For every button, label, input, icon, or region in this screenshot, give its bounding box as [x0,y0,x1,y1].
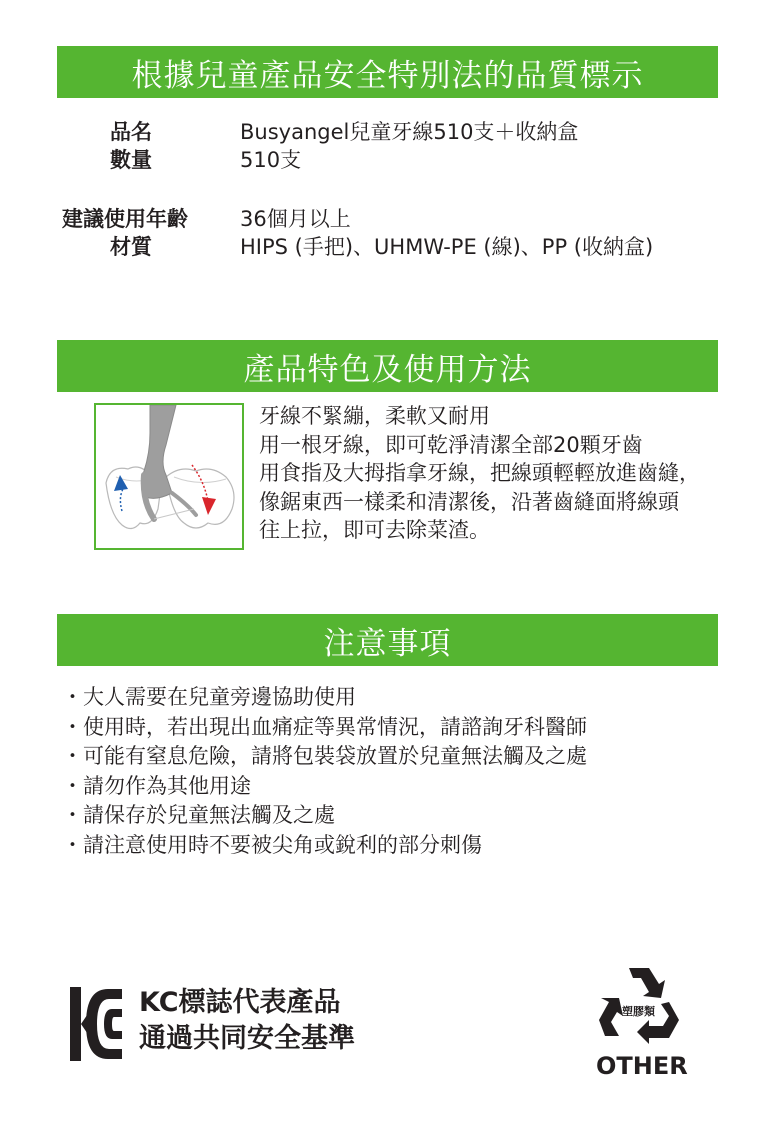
quantity-value: 510支 [240,148,302,172]
kc-description [139,985,355,1057]
plastic-category-label: 塑膠類 [622,1005,655,1018]
product-name-quantity-block [0,118,720,178]
caution-item: ・使用時，若出現出血痛症等異常情況，請諮詢牙科醫師 [62,714,587,739]
product-name-value: Busyangel兒童牙線510支＋收納盒 [240,120,579,144]
caution-item: ・大人需要在兒童旁邊協助使用 [62,685,356,709]
quality-section-title [57,46,718,98]
material-label: 材質 [110,235,152,259]
cautions-list [62,683,587,860]
recommended-age-label: 建議使用年齡 [62,207,188,231]
age-material-block [0,205,720,265]
cautions-title-text: 注意事項 [323,625,452,662]
features-section-title [57,340,718,392]
material-value: HIPS (手把)、UHMW-PE (線)、PP (收納盒) [240,235,654,259]
feature-line: 用一根牙線，即可乾淨清潔全部20顆牙齒 [259,432,643,457]
product-name-label: 品名 [110,120,152,144]
feature-line: 往上拉，即可去除菜渣。 [259,518,490,542]
features-title-text: 產品特色及使用方法 [243,351,532,388]
caution-item: ・請保存於兒童無法觸及之處 [62,803,335,827]
quality-title-text: 根據兒童產品安全特別法的品質標示 [131,57,644,94]
caution-item: ・請注意使用時不要被尖角或銳利的部分刺傷 [62,832,482,857]
flossing-illustration [94,403,244,550]
recommended-age-value: 36個月以上 [240,207,351,231]
quantity-label: 數量 [110,148,152,172]
caution-item: ・請勿作為其他用途 [62,773,251,798]
caution-item: ・可能有窒息危險，請將包裝袋放置於兒童無法觸及之處 [62,744,587,768]
kc-certification-logo-icon [68,985,124,1063]
features-description [259,402,700,545]
cautions-section-title [57,614,718,666]
floss-on-teeth-icon [96,405,242,548]
recycle-type-label: OTHER [596,1052,688,1080]
feature-line: 牙線不緊繃，柔軟又耐用 [259,404,490,428]
feature-line: 用食指及大拇指拿牙線，把線頭輕輕放進齒縫， [259,461,700,485]
kc-line: KC標誌代表產品 [139,987,341,1018]
feature-line: 像鋸東西一樣柔和清潔後，沿著齒縫面將線頭 [259,489,679,514]
kc-line: 通過共同安全基準 [139,1023,355,1054]
